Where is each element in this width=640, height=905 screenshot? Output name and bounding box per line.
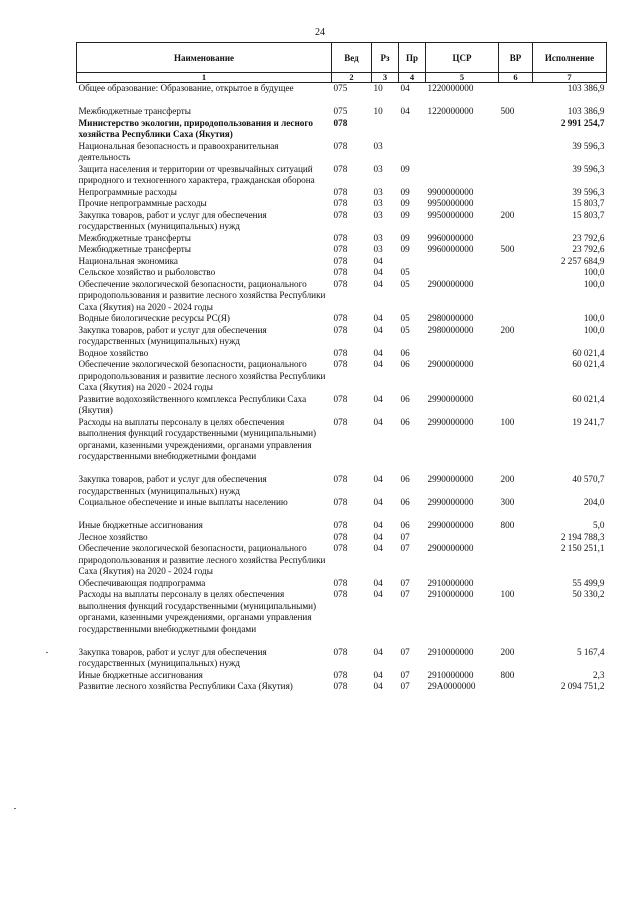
cell-csr [426,164,499,187]
table-row [77,394,607,417]
cell-name: Развитие водохозяйственного комплекса Республики Саха (Якутия) [78,393,307,415]
cell-csr [426,118,499,141]
cell-rz: 03 [373,140,383,151]
cell-csr: 9960000000 [427,232,474,243]
column-number: 3 [372,73,399,83]
cell-amount: 2 194 788,3 [560,531,605,542]
cell-ved: 078 [333,278,348,289]
header-vr: ВР [499,43,533,73]
cell-csr: 9900000000 [427,186,474,197]
cell-vr [499,348,533,360]
cell-ved: 075 [333,106,348,116]
cell-ved: 078 [333,497,348,507]
cell-ved: 078 [333,669,348,680]
cell-rz: 04 [373,646,383,657]
cell-vr [499,256,533,268]
cell-pr: 09 [400,198,410,208]
cell-vr: 200 [500,646,515,657]
cell-name: Защита населения и территории от чрезвычайных ситуаций природного и техногенного характера, гражданская оборона [78,163,315,185]
cell-csr [426,141,499,164]
cell-rz: 04 [373,531,383,542]
cell-vr: 100 [500,589,515,599]
cell-amount: 39 596,3 [572,186,605,197]
cell-rz: 04 [373,681,383,691]
column-number: 2 [332,73,372,83]
cell-pr: 05 [400,278,410,289]
cell-pr: 07 [400,589,410,599]
cell-rz: 03 [373,244,383,254]
cell-amount: 23 792,6 [572,244,605,254]
table-row [77,106,607,118]
column-number: 7 [533,73,607,83]
cell-pr: 05 [400,313,410,323]
cell-csr [426,348,499,360]
cell-name: Национальная экономика [78,255,179,266]
cell-rz: 04 [373,267,383,277]
cell-rz: 04 [373,416,383,427]
cell-vr [499,141,533,164]
cell-amount: 2 257 684,9 [560,255,605,266]
row-spacer [77,635,607,647]
cell-pr: 07 [400,543,410,553]
cell-pr: 07 [400,669,410,680]
cell-name: Общее образование: Образование, открытое в будущее [78,83,294,93]
cell-ved: 078 [333,198,348,208]
cell-csr: 1220000000 [427,106,474,116]
cell-csr: 1220000000 [427,83,474,93]
cell-amount: 204,0 [583,497,605,507]
cell-amount: 55 499,9 [572,577,605,588]
table-row [77,83,607,95]
cell-ved: 078 [333,359,348,369]
header-rz: Рз [372,43,399,73]
cell-name: Развитие лесного хозяйства Республики Саха (Якутия) [78,681,293,691]
cell-amount: 5,0 [593,520,605,530]
cell-vr [499,359,533,394]
table-row [77,118,607,141]
cell-amount: 15 803,7 [572,198,605,208]
column-number: 1 [77,73,332,83]
table-row [77,417,607,463]
header-name: Наименование [77,43,332,73]
cell-ved: 075 [333,83,348,93]
cell-name: Лесное хозяйство [78,531,148,542]
cell-amount: 103 386,9 [567,83,605,93]
cell-vr [499,313,533,325]
table-row [77,359,607,394]
cell-csr [426,267,499,279]
cell-ved: 078 [333,324,348,335]
cell-ved: 078 [333,589,348,599]
cell-csr: 9950000000 [427,198,474,208]
cell-csr: 2990000000 [427,416,474,427]
cell-pr: 07 [400,577,410,588]
cell-rz [372,118,399,141]
table-row [77,589,607,635]
cell-name: Межбюджетные трансферты [78,244,191,254]
cell-ved: 078 [333,393,348,404]
cell-pr: 07 [400,646,410,657]
table-row [77,267,607,279]
cell-csr: 2990000000 [427,474,474,484]
header-csr: ЦСР [426,43,499,73]
cell-vr: 500 [500,106,515,116]
cell-vr: 500 [500,244,515,254]
cell-csr: 2900000000 [427,359,474,369]
cell-csr: 2990000000 [427,393,474,404]
cell-rz: 04 [373,359,383,369]
cell-amount: 40 570,7 [572,474,605,484]
cell-name: Водное хозяйство [78,347,149,358]
table-row [77,520,607,532]
cell-ved: 078 [333,681,348,691]
cell-name: Расходы на выплаты персоналу в целях обеспечения выполнения функций государственными (муниципальными) органами, казенными учреждениями, органами управления государственными внебюджетными фондами [78,589,317,634]
table-row [77,187,607,199]
column-number-row [77,73,607,83]
row-spacer [77,509,607,521]
cell-name: Обеспечивающая подпрограмма [78,577,206,588]
cell-name: Сельское хозяйство и рыболовство [78,267,216,277]
cell-vr: 300 [500,497,515,507]
table-row [77,647,607,670]
cell-rz: 04 [373,589,383,599]
cell-amount: 100,0 [583,324,605,335]
cell-csr: 2910000000 [427,577,474,588]
cell-amount: 5 167,4 [576,646,605,657]
table-row [77,279,607,314]
cell-pr [399,118,426,141]
cell-ved: 078 [333,244,348,254]
cell-amount: 2 150 251,1 [560,543,605,553]
cell-pr: 07 [400,681,410,691]
cell-rz: 04 [373,497,383,507]
table-row [77,141,607,164]
cell-rz: 03 [373,232,383,243]
column-number: 4 [399,73,426,83]
table-row [77,532,607,544]
cell-name: Обеспечение экологической безопасности, рационального природопользования и развитие лесного хозяйства Республики Саха (Якутия) на 2020 - 2024 годы [78,359,326,392]
cell-rz: 03 [373,198,383,208]
cell-ved: 078 [333,543,348,553]
cell-pr: 05 [400,267,410,277]
cell-vr [499,187,533,199]
budget-table [76,42,607,693]
cell-rz: 03 [373,163,383,174]
cell-vr [499,198,533,210]
cell-rz: 04 [373,347,383,358]
cell-pr: 04 [400,106,410,116]
table-row [77,670,607,682]
cell-amount: 50 330,2 [572,589,605,599]
cell-ved: 078 [333,347,348,358]
cell-csr: 29А0000000 [427,681,476,691]
cell-pr: 06 [400,497,410,507]
cell-name: Межбюджетные трансферты [78,232,191,243]
cell-ved: 078 [333,577,348,588]
cell-name: Непрограммные расходы [78,186,177,197]
spacer-cell [77,463,607,475]
cell-vr [499,394,533,417]
cell-amount: 39 596,3 [572,140,605,151]
cell-vr [499,233,533,245]
cell-ved: 078 [333,186,348,197]
cell-vr: 800 [500,520,515,530]
cell-rz: 04 [373,313,383,323]
cell-vr [499,267,533,279]
cell-amount: 60 021,4 [572,393,605,404]
table-row [77,578,607,590]
cell-amount: 2,3 [593,669,605,680]
cell-csr: 2980000000 [427,324,474,335]
cell-vr [499,578,533,590]
page-number: 24 [315,27,325,38]
cell-rz: 04 [373,520,383,530]
spacer-cell [77,509,607,521]
cell-amount: 19 241,7 [572,416,605,427]
cell-pr: 06 [400,359,410,369]
cell-amount: 100,0 [583,278,605,289]
cell-rz: 10 [373,83,383,93]
table-row [77,233,607,245]
cell-name: Закупка товаров, работ и услуг для обеспечения государственных (муниципальных) нужд [78,646,267,668]
cell-name: Водные биологические ресурсы РС(Я) [78,313,230,323]
cell-vr: 200 [500,324,515,335]
cell-name: Социальное обеспечение и иные выплаты населению [78,497,288,507]
cell-pr: 06 [400,393,410,404]
cell-name: Закупка товаров, работ и услуг для обеспечения государственных (муниципальных) нужд [78,209,267,231]
cell-csr: 2910000000 [427,646,474,657]
cell-ved: 078 [333,232,348,243]
cell-pr: 09 [400,163,410,174]
cell-ved: 078 [333,646,348,657]
table-body [77,83,607,693]
cell-vr [499,279,533,314]
cell-csr: 2980000000 [427,313,474,323]
cell-vr [499,532,533,544]
column-number: 6 [499,73,533,83]
scan-speck [14,808,16,809]
table-row [77,543,607,578]
cell-vr [499,543,533,578]
cell-csr: 9960000000 [427,244,474,254]
header-amount: Исполнение [533,43,607,73]
cell-pr: 09 [400,209,410,220]
table-row [77,244,607,256]
cell-vr [499,118,533,141]
cell-rz: 04 [373,474,383,484]
header-ved: Вед [332,43,372,73]
cell-name: Министерство экологии, природопользования и лесного хозяйства Республики Саха (Якутия) [78,117,313,139]
cell-name: Межбюджетные трансферты [78,106,191,116]
row-spacer [77,463,607,475]
table-row [77,325,607,348]
cell-name: Национальная безопасность и правоохранительная деятельность [78,140,279,162]
cell-rz: 04 [373,577,383,588]
cell-amount: 2 991 254,7 [560,117,605,128]
cell-ved: 078 [333,209,348,220]
cell-ved: 078 [333,474,348,484]
cell-pr: 09 [400,186,410,197]
cell-csr: 9950000000 [427,209,474,220]
cell-pr: 07 [400,531,410,542]
cell-ved: 078 [333,117,348,128]
cell-ved: 078 [333,531,348,542]
cell-rz: 04 [373,669,383,680]
cell-name: Прочие непрограммные расходы [78,198,207,208]
cell-rz: 04 [373,278,383,289]
cell-pr: 04 [400,83,410,93]
spacer-cell [77,635,607,647]
header-row [77,43,607,73]
table-row [77,210,607,233]
cell-pr: 06 [400,520,410,530]
cell-rz: 03 [373,209,383,220]
cell-ved: 078 [333,267,348,277]
table-row [77,164,607,187]
cell-amount: 23 792,6 [572,232,605,243]
spacer-cell [77,95,607,107]
row-spacer [77,95,607,107]
cell-csr [426,532,499,544]
cell-pr: 06 [400,474,410,484]
cell-ved: 078 [333,163,348,174]
cell-csr [426,256,499,268]
table-row [77,198,607,210]
cell-vr: 800 [500,669,515,680]
cell-name: Обеспечение экологической безопасности, рационального природопользования и развитие лесного хозяйства Республики Саха (Якутия) на 2020 - 2024 годы [78,278,326,312]
table-row [77,681,607,693]
cell-pr: 06 [400,347,410,358]
cell-name: Закупка товаров, работ и услуг для обеспечения государственных (муниципальных) нужд [78,324,267,346]
cell-pr: 09 [400,244,410,254]
cell-pr: 06 [400,416,410,427]
cell-csr: 2990000000 [427,520,474,530]
cell-csr: 2910000000 [427,669,474,680]
table-row [77,497,607,509]
cell-name: Обеспечение экологической безопасности, рационального природопользования и развитие лесного хозяйства Республики Саха (Якутия) на 2020 - 2024 годы [78,543,326,576]
cell-ved: 078 [333,313,348,323]
cell-rz: 04 [373,393,383,404]
scan-speck [46,652,48,653]
cell-vr: 100 [500,416,515,427]
cell-amount: 100,0 [583,313,605,323]
cell-ved: 078 [333,140,348,151]
header-pr: Пр [399,43,426,73]
cell-name: Иные бюджетные ассигнования [78,669,203,680]
cell-ved: 078 [333,255,348,266]
cell-pr: 09 [400,232,410,243]
cell-amount: 60 021,4 [572,347,605,358]
cell-vr: 200 [500,474,515,484]
cell-csr: 2990000000 [427,497,474,507]
cell-ved: 078 [333,416,348,427]
cell-amount: 100,0 [583,267,605,277]
cell-rz: 04 [373,255,383,266]
cell-csr: 2900000000 [427,543,474,553]
cell-rz: 04 [373,543,383,553]
cell-pr [399,256,426,268]
cell-pr: 05 [400,324,410,335]
table-row [77,313,607,325]
cell-name: Закупка товаров, работ и услуг для обеспечения государственных (муниципальных) нужд [78,474,267,496]
table-row [77,256,607,268]
table-row [77,348,607,360]
cell-rz: 10 [373,106,383,116]
cell-amount: 103 386,9 [567,106,605,116]
cell-pr [399,141,426,164]
cell-rz: 04 [373,324,383,335]
cell-csr: 2900000000 [427,278,474,289]
cell-name: Расходы на выплаты персоналу в целях обеспечения выполнения функций государственными (муниципальными) органами, казенными учреждениями, органами управления государственными внебюджетными фондами [78,416,317,461]
table-row [77,474,607,497]
cell-vr [499,164,533,187]
cell-rz: 03 [373,186,383,197]
cell-amount: 15 803,7 [572,209,605,220]
column-number: 5 [426,73,499,83]
cell-amount: 2 094 751,2 [560,681,605,691]
cell-vr: 200 [500,209,515,220]
cell-amount: 60 021,4 [572,359,605,369]
cell-vr [499,681,533,693]
cell-vr [499,83,533,95]
cell-name: Иные бюджетные ассигнования [78,520,203,530]
cell-ved: 078 [333,520,348,530]
cell-csr: 2910000000 [427,589,474,599]
cell-amount: 39 596,3 [572,163,605,174]
